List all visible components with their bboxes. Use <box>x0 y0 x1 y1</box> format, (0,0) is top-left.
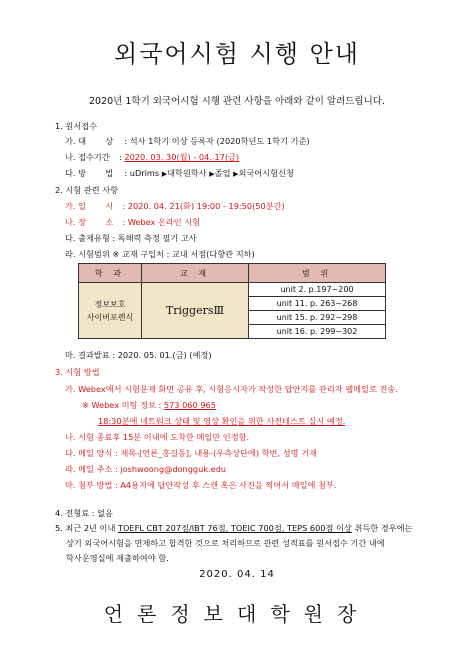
signature: 언론정보대학원장 <box>103 602 371 626</box>
item-b-colon: : <box>118 152 125 162</box>
section2-item-b <box>65 216 200 228</box>
section3-item-e: 마. 첨부 방법 : A4용지에 답안작성 후 스캔 혹은 사진을 찍어서 메일에 첨부. <box>65 480 337 490</box>
section1-heading: 1. 원서접수 <box>55 121 98 131</box>
department-line2: 사이버포렌식 <box>86 312 134 322</box>
webex-meeting-info <box>82 399 216 411</box>
item-c-label: 다. 방 <box>65 168 87 178</box>
section5-line1 <box>55 522 412 534</box>
section2-item-c: 다. 출제유형 : 독해력 측정 필기 고사 <box>65 233 197 243</box>
exam-place-value: : Webex 온라인 시험 <box>122 217 201 227</box>
arrow-right-icon: ▶ <box>161 170 168 178</box>
step-graduation: 졸업 <box>214 168 234 178</box>
item-a-value: : 석사 1학기 이상 등록자 (2020학년도 1학기 기준) <box>124 136 310 146</box>
page-subtitle: 2020년 1학기 외국어시험 시행 관련 사항을 아래와 같이 알려드립니다. <box>88 96 385 107</box>
range-cell: unit 11. p. 263~268 <box>249 297 386 311</box>
item-c-label2: 법 <box>105 168 114 178</box>
webex-meeting-id: 573 060 965 <box>163 400 216 410</box>
section5-line2: 상기 외국어시험을 면제하고 합격한 것으로 처리하므로 관련 성적표를 원서접수 기간 내에 <box>66 538 385 548</box>
exam-scope-table <box>78 263 386 339</box>
section5-line3: 학사운영실에 제출하여야 함. <box>66 553 169 563</box>
section2-item-d: 라. 시험범위 ※ 교재 구입처 : 교내 서점(다향관 지하) <box>65 249 255 259</box>
arrow-right-icon: ▶ <box>209 170 215 178</box>
application-period: 2020. 03. 30(월) - 04. 17(금) <box>124 152 240 162</box>
header-textbook: 교 재 <box>142 264 249 283</box>
exam-date-label2: 시 <box>105 201 114 211</box>
section2-item-a <box>65 200 285 212</box>
section5-suffix: 취득한 경우에는 <box>351 523 413 533</box>
section4-fee: 4. 전형료 : 없음 <box>55 508 113 518</box>
section3-item-c: 다. 메일 양식 : 제목-[언론_홍길동], 내용-(우측상단에) 학번, 성명 기재 <box>65 448 317 458</box>
item-c-prefix: : uDrims <box>124 168 162 178</box>
exam-date-label: 가. 일 <box>65 201 87 211</box>
textbook-cell: TriggersⅢ <box>142 283 249 339</box>
notice-date: 2020. 04. 14 <box>199 569 275 580</box>
webex-meeting-label: ※ Webex 미팅 정보 : <box>82 400 164 410</box>
department-line1: 정보보호 <box>94 299 126 309</box>
table-header-row <box>79 264 386 283</box>
section2-heading: 2. 시험 관련 사항 <box>55 185 119 195</box>
department-cell <box>79 283 142 339</box>
range-cell: unit 15. p. 292~298 <box>249 311 386 325</box>
exam-date-value: : 2020. 04. 21(화) 19:00 - 19:50(50분간) <box>122 201 285 211</box>
table-row <box>79 283 386 297</box>
section5-prefix: 5. 최근 2년 이내 <box>55 523 118 533</box>
section3-item-b: 나. 시험 종료후 15분 이내에 도착한 메일만 인정함. <box>65 432 250 442</box>
section1-item-a <box>65 135 310 147</box>
range-cell: unit 16. p. 299~302 <box>249 325 386 339</box>
arrow-right-icon: ▶ <box>233 170 239 178</box>
section3-heading: 3. 시험 방법 <box>55 367 100 377</box>
section1-item-c <box>65 167 294 180</box>
page-title: 외국어시험 시행 안내 <box>114 40 360 68</box>
step-language-exam: 외국어시험신청 <box>238 168 294 178</box>
result-announcement: 마. 결과발표 : 2020. 05. 01.(금) (예정) <box>65 350 212 360</box>
item-a-label2: 상 <box>105 136 114 146</box>
header-range: 범 위 <box>249 264 386 283</box>
score-requirements: TOEFL CBT 207점/IBT 76점, TOEIC 700점, TEPS 600점 이상 <box>117 523 352 533</box>
item-b-label: 나. 접수기간 <box>65 152 110 162</box>
section1-item-b <box>65 151 239 163</box>
exam-place-label2: 소 <box>105 217 114 227</box>
range-cell: unit 2. p.197~200 <box>249 283 386 297</box>
exam-place-label: 나. 장 <box>65 217 87 227</box>
header-department: 학 과 <box>79 264 142 283</box>
pretest-note: 18:30분에 네트워크 상태 및 영상 확인을 위한 사전테스트 실시 예정. <box>98 416 346 426</box>
section3-item-a: 가. Webex에서 시험문제 화면 공유 후, 시험응시자가 작성한 답안지를 관리자 웹메일로 전송. <box>65 384 398 394</box>
item-a-label: 가. 대 <box>65 136 87 146</box>
step-graduate-academics: 대학원학사 <box>167 168 210 178</box>
section3-item-d: 라. 메일 주소 : joshwoong@dongguk.edu <box>65 464 227 474</box>
